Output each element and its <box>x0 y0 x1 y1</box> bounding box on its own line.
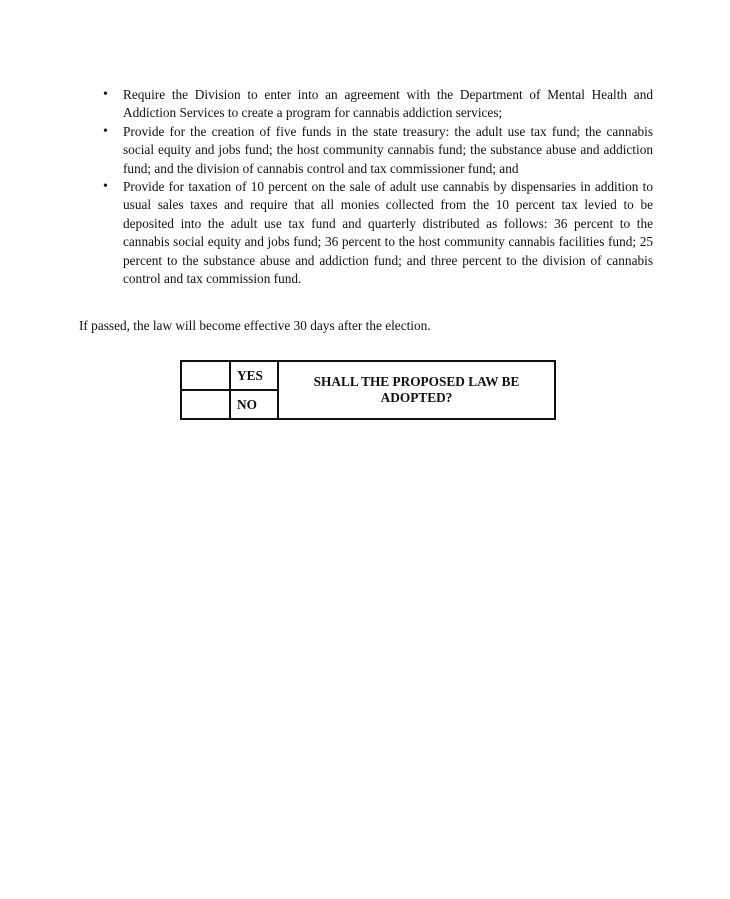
list-item <box>98 178 653 288</box>
list-item <box>98 86 653 123</box>
ballot-question: SHALL THE PROPOSED LAW BE ADOPTED? <box>278 361 555 419</box>
bullet-icon: • <box>103 87 108 102</box>
no-checkbox[interactable] <box>181 390 230 419</box>
effective-date-paragraph: If passed, the law will become effective 30 days after the election. <box>79 318 431 333</box>
bullet-icon: • <box>103 123 108 139</box>
provisions-list <box>98 86 653 288</box>
list-item-text: Provide for the creation of five funds in the state treasury: the adult use tax fund; the cannabis social equity and jobs fund; the host community cannabis fund; the substance abuse and addiction fund; and the division of cannabis control and tax commissioner fund; and <box>123 123 653 176</box>
bullet-icon: • <box>103 179 108 195</box>
yes-checkbox[interactable] <box>181 361 230 390</box>
list-item <box>98 123 653 178</box>
no-label: NO <box>230 390 278 419</box>
list-item-text: Provide for taxation of 10 percent on the sale of adult use cannabis by dispensaries in addition to usual sales taxes and require that all monies collected from the 10 percent tax levied to be deposited into the adult use tax fund and quarterly distributed as follows: 36 percent to the cannabis social equity and jobs fund; 36 percent to the host community cannabis facilities fund; 25 percent to the substance abuse and addiction fund; and three percent to the division of cannabis control and tax commission fund. <box>123 179 653 287</box>
ballot-table <box>180 360 556 420</box>
list-item-text: Require the Division to enter into an agreement with the Department of Mental Health and Addiction Services to create a program for cannabis addiction services; <box>123 87 653 121</box>
yes-label: YES <box>230 361 278 390</box>
